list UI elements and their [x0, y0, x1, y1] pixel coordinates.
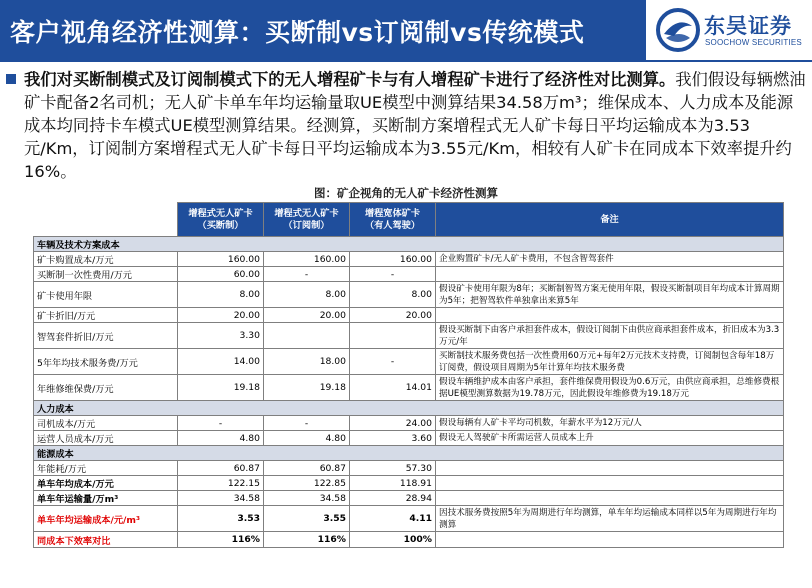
row-label: 年维修维保费/万元 [34, 375, 178, 401]
value-buyout: - [178, 416, 264, 431]
row-label: 买断制一次性费用/万元 [34, 267, 178, 282]
row-label: 司机成本/万元 [34, 416, 178, 431]
row-note: 假设每辆有人矿卡平均司机数，年薪水平为12万元/人 [436, 416, 784, 431]
value-manned: 118.91 [350, 476, 436, 491]
row-note: 买断制技术服务费包括一次性费用60万元+每年2万元技术支持费，订阅制包含每年18万订阅费，假设项目周期为5年计算年均技术服务费 [436, 349, 784, 375]
section-title: 车辆及技术方案成本 [34, 237, 784, 252]
value-buyout: 160.00 [178, 252, 264, 267]
row-label: 年能耗/万元 [34, 461, 178, 476]
value-subscription: 18.00 [264, 349, 350, 375]
logo-name: 东吴证券 [704, 14, 792, 38]
value-manned: 14.01 [350, 375, 436, 401]
soochow-logo-icon [656, 8, 700, 52]
intro-body-text: 我们假设每辆燃油矿卡配备2名司机；无人矿卡单车年均运输量取UE模型中测算结果34.58万m³；维保成本、人力成本及能源成本均同持卡车模式UE模型测算结果。经测算，买断制方案增程式无人矿卡每日平均运输成本为3.53元/Km，订阅制方案增程式无人矿卡每日平均运输成本为3.55元/Km，相较有人矿卡在同成本下效率提升约16%。 [24, 70, 806, 181]
row-label: 智驾套件折旧/万元 [34, 323, 178, 349]
table-row [34, 461, 784, 476]
row-label: 单车年均成本/万元 [34, 476, 178, 491]
table-row [34, 323, 784, 349]
value-buyout: 34.58 [178, 491, 264, 506]
value-buyout: 122.15 [178, 476, 264, 491]
table-row [34, 532, 784, 548]
value-manned: 20.00 [350, 308, 436, 323]
section-title: 能源成本 [34, 446, 784, 461]
value-subscription: 34.58 [264, 491, 350, 506]
value-manned: 24.00 [350, 416, 436, 431]
row-note [436, 491, 784, 506]
value-subscription: 4.80 [264, 431, 350, 446]
value-manned: 28.94 [350, 491, 436, 506]
value-buyout: 8.00 [178, 282, 264, 308]
table-row [34, 491, 784, 506]
section-row [34, 446, 784, 461]
page-title: 客户视角经济性测算：买断制vs订阅制vs传统模式 [10, 18, 585, 47]
header-label-cell [34, 203, 178, 237]
value-subscription: - [264, 416, 350, 431]
value-manned: 57.30 [350, 461, 436, 476]
row-note: 假设矿卡使用年限为8年；买断制智驾方案无使用年限，假设买断制项目年均成本计算周期为5年；把智驾软件单独拿出来算5年 [436, 282, 784, 308]
row-label: 单车年运输量/万m³ [34, 491, 178, 506]
value-buyout: 60.00 [178, 267, 264, 282]
value-manned: 160.00 [350, 252, 436, 267]
intro-paragraph [24, 68, 808, 183]
table-row [34, 252, 784, 267]
value-buyout: 60.87 [178, 461, 264, 476]
value-buyout: 116% [178, 532, 264, 548]
row-note [436, 476, 784, 491]
value-subscription: 116% [264, 532, 350, 548]
value-buyout: 3.30 [178, 323, 264, 349]
row-note: 企业购置矿卡/无人矿卡费用，不包含智驾套件 [436, 252, 784, 267]
row-note: 因技术服务费按照5年为周期进行年均测算，单车年均运输成本同样以5年为周期进行年均测算 [436, 506, 784, 532]
value-subscription: 60.87 [264, 461, 350, 476]
value-subscription: - [264, 267, 350, 282]
row-note [436, 532, 784, 548]
value-subscription: 3.55 [264, 506, 350, 532]
row-note: 假设车辆维护成本由客户承担，套件维保费用假设为0.6万元，由供应商承担，总维修费根据UE模型测算数据为19.78万元，因此假设年维修费为19.18万元 [436, 375, 784, 401]
value-subscription: 8.00 [264, 282, 350, 308]
row-label: 运营人员成本/万元 [34, 431, 178, 446]
value-subscription: 160.00 [264, 252, 350, 267]
header-note: 备注 [436, 203, 784, 237]
header-manned: 增程宽体矿卡 （有人驾驶） [350, 203, 436, 237]
row-label: 矿卡使用年限 [34, 282, 178, 308]
header-subscription: 增程式无人矿卡 （订阅制） [264, 203, 350, 237]
table-header-row [34, 203, 784, 237]
section-title: 人力成本 [34, 401, 784, 416]
value-subscription [264, 323, 350, 349]
row-note [436, 267, 784, 282]
value-subscription: 20.00 [264, 308, 350, 323]
table-row [34, 282, 784, 308]
value-buyout: 19.18 [178, 375, 264, 401]
table-row [34, 267, 784, 282]
value-subscription: 122.85 [264, 476, 350, 491]
value-manned: 4.11 [350, 506, 436, 532]
row-label: 同成本下效率对比 [34, 532, 178, 548]
economics-comparison-table [33, 202, 784, 548]
table-row [34, 506, 784, 532]
company-logo [656, 6, 806, 56]
intro-bold-sentence: 我们对买断制模式及订阅制模式下的无人增程矿卡与有人增程矿卡进行了经济性对比测算。 [24, 70, 676, 89]
table-row [34, 476, 784, 491]
table-row [34, 349, 784, 375]
value-manned: 3.60 [350, 431, 436, 446]
section-row [34, 401, 784, 416]
bullet-square-icon [6, 74, 16, 84]
figure-caption: 图：矿企视角的无人矿卡经济性测算 [314, 186, 498, 200]
value-manned: - [350, 349, 436, 375]
value-buyout: 14.00 [178, 349, 264, 375]
value-subscription: 19.18 [264, 375, 350, 401]
value-buyout: 20.00 [178, 308, 264, 323]
logo-english-name: SOOCHOW SECURITIES [705, 38, 802, 47]
value-manned: - [350, 267, 436, 282]
value-buyout: 4.80 [178, 431, 264, 446]
value-manned [350, 323, 436, 349]
row-note [436, 461, 784, 476]
value-manned: 100% [350, 532, 436, 548]
value-buyout: 3.53 [178, 506, 264, 532]
row-label: 单车年均运输成本/元/m³ [34, 506, 178, 532]
row-label: 矿卡折旧/万元 [34, 308, 178, 323]
table-row [34, 431, 784, 446]
page-header [0, 0, 812, 64]
row-note: 假设买断制下由客户承担套件成本，假设订阅制下由供应商承担套件成本，折旧成本为3.3万元/年 [436, 323, 784, 349]
table-row [34, 416, 784, 431]
row-note: 假设无人驾驶矿卡所需运营人员成本上升 [436, 431, 784, 446]
title-bar [0, 0, 646, 60]
table-row [34, 375, 784, 401]
value-manned: 8.00 [350, 282, 436, 308]
table-row [34, 308, 784, 323]
header-buyout: 增程式无人矿卡 （买断制） [178, 203, 264, 237]
row-note [436, 308, 784, 323]
header-divider [0, 60, 812, 62]
section-row [34, 237, 784, 252]
row-label: 矿卡购置成本/万元 [34, 252, 178, 267]
row-label: 5年年均技术服务费/万元 [34, 349, 178, 375]
